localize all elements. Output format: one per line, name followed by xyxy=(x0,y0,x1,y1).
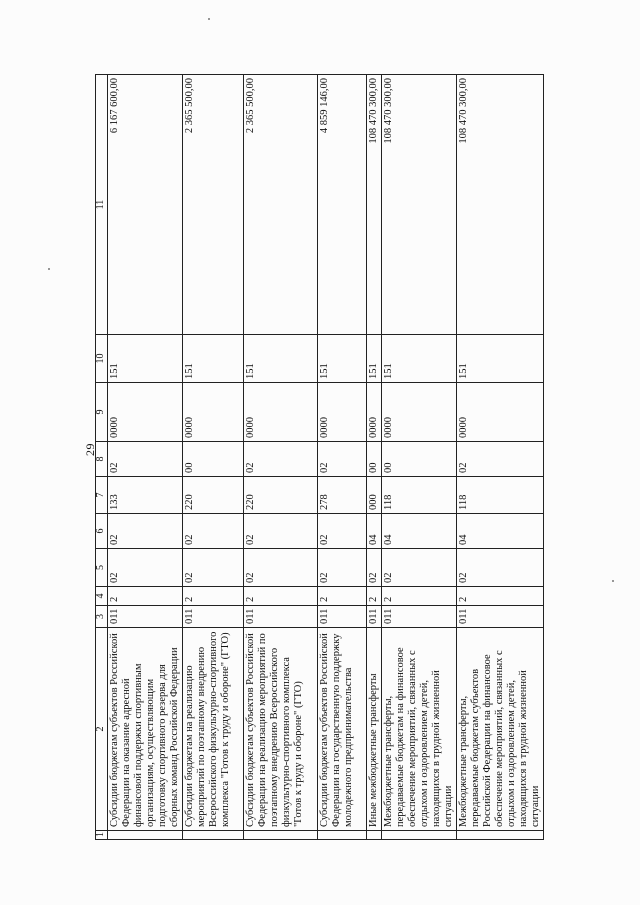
element-code-cell: 02 xyxy=(108,442,183,477)
table-row xyxy=(318,75,367,840)
element-code-cell: 02 xyxy=(457,442,544,477)
amount-cell: 2 365 500,00 xyxy=(244,75,318,335)
element-code-cell: 02 xyxy=(244,442,318,477)
header-cell: 4 xyxy=(96,587,108,606)
income-name-cell: Субсидии бюджетам субъектов Российской Федерации на реализацию мероприятий по поэтапному внедрению Всероссийского физкультурно-спортивного комплекса "Готов к труду и обороне" (ГТО) xyxy=(244,628,318,831)
group-code-cell: 2 xyxy=(367,587,382,606)
program-code-cell: 0000 xyxy=(457,383,544,442)
group-code-cell: 2 xyxy=(244,587,318,606)
group-code-cell: 2 xyxy=(382,587,457,606)
subgroup-code-cell: 02 xyxy=(244,549,318,587)
element-code-cell: 00 xyxy=(367,442,382,477)
element-code-cell: 00 xyxy=(183,442,244,477)
amount-cell: 2 365 500,00 xyxy=(183,75,244,335)
amount-cell: 108 470 300,00 xyxy=(382,75,457,335)
program-code-cell: 0000 xyxy=(244,383,318,442)
row-number-cell xyxy=(382,831,457,840)
header-cell: 3 xyxy=(96,606,108,628)
economic-code-cell: 151 xyxy=(108,335,183,383)
article-code-cell: 02 xyxy=(108,514,183,549)
admin-code-cell: 011 xyxy=(244,606,318,628)
row-number-cell xyxy=(183,831,244,840)
row-number-cell xyxy=(318,831,367,840)
group-code-cell: 2 xyxy=(108,587,183,606)
header-cell: 7 xyxy=(96,477,108,514)
income-name-cell: Межбюджетные трансферты, передаваемые бюджетам на финансовое обеспечение мероприятий, связанных с отдыхом и оздоровлением детей, находящихся в трудной жизненной ситуации xyxy=(382,628,457,831)
subarticle-code-cell: 133 xyxy=(108,477,183,514)
subarticle-code-cell: 000 xyxy=(367,477,382,514)
amount-cell: 108 470 300,00 xyxy=(367,75,382,335)
subgroup-code-cell: 02 xyxy=(183,549,244,587)
header-cell: 9 xyxy=(96,383,108,442)
row-number-cell xyxy=(108,831,183,840)
income-name-cell: Субсидии бюджетам субъектов Российской Федерации на государственную поддержку молодежного предпринимательства xyxy=(318,628,367,831)
article-code-cell: 02 xyxy=(183,514,244,549)
element-code-cell: 02 xyxy=(318,442,367,477)
header-cell: 11 xyxy=(96,75,108,335)
program-code-cell: 0000 xyxy=(318,383,367,442)
subarticle-code-cell: 220 xyxy=(183,477,244,514)
table-row xyxy=(382,75,457,840)
budget-table xyxy=(95,74,544,840)
program-code-cell: 0000 xyxy=(382,383,457,442)
group-code-cell: 2 xyxy=(457,587,544,606)
subarticle-code-cell: 278 xyxy=(318,477,367,514)
admin-code-cell: 011 xyxy=(318,606,367,628)
subgroup-code-cell: 02 xyxy=(367,549,382,587)
scan-speck xyxy=(48,268,50,270)
row-number-cell xyxy=(244,831,318,840)
subarticle-code-cell: 118 xyxy=(457,477,544,514)
admin-code-cell: 011 xyxy=(367,606,382,628)
economic-code-cell: 151 xyxy=(367,335,382,383)
income-name-cell: Субсидии бюджетам субъектов Российской Федерации на оказание адресной финансовой поддержки спортивным организациям, осуществляющим подготовку спортивного резерва для сборных команд Российской Федерации xyxy=(108,628,183,831)
admin-code-cell: 011 xyxy=(183,606,244,628)
amount-cell: 4 859 146,00 xyxy=(318,75,367,335)
economic-code-cell: 151 xyxy=(244,335,318,383)
subgroup-code-cell: 02 xyxy=(318,549,367,587)
header-cell: 6 xyxy=(96,514,108,549)
income-name-cell: Иные межбюджетные трансферты xyxy=(367,628,382,831)
admin-code-cell: 011 xyxy=(457,606,544,628)
article-code-cell: 04 xyxy=(382,514,457,549)
economic-code-cell: 151 xyxy=(457,335,544,383)
table-row xyxy=(108,75,183,840)
subgroup-code-cell: 02 xyxy=(108,549,183,587)
economic-code-cell: 151 xyxy=(318,335,367,383)
subgroup-code-cell: 02 xyxy=(457,549,544,587)
header-cell: 1 xyxy=(96,831,108,840)
scan-speck xyxy=(612,580,614,582)
header-cell: 5 xyxy=(96,549,108,587)
article-code-cell: 02 xyxy=(318,514,367,549)
scan-speck xyxy=(208,18,210,20)
element-code-cell: 00 xyxy=(382,442,457,477)
table-row xyxy=(367,75,382,840)
income-name-cell: Межбюджетные трансферты, передаваемые бюджетам субъектов Российской Федерации на финансовое обеспечение мероприятий, связанных с отдыхом и оздоровлением детей, находящихся в трудной жизненной ситуации xyxy=(457,628,544,831)
program-code-cell: 0000 xyxy=(183,383,244,442)
subarticle-code-cell: 118 xyxy=(382,477,457,514)
table-row xyxy=(244,75,318,840)
amount-cell: 108 470 300,00 xyxy=(457,75,544,335)
table-row xyxy=(457,75,544,840)
table-viewport xyxy=(95,75,541,840)
header-cell: 2 xyxy=(96,628,108,831)
article-code-cell: 04 xyxy=(367,514,382,549)
amount-cell: 6 167 600,00 xyxy=(108,75,183,335)
group-code-cell: 2 xyxy=(318,587,367,606)
row-number-cell xyxy=(367,831,382,840)
admin-code-cell: 011 xyxy=(382,606,457,628)
subarticle-code-cell: 220 xyxy=(244,477,318,514)
row-number-cell xyxy=(457,831,544,840)
income-name-cell: Субсидии бюджетам на реализацию мероприятий по поэтапному внедрению Всероссийского физкультурно-спортивного комплекса "Готов к труду и обороне" (ГТО) xyxy=(183,628,244,831)
admin-code-cell: 011 xyxy=(108,606,183,628)
economic-code-cell: 151 xyxy=(382,335,457,383)
program-code-cell: 0000 xyxy=(108,383,183,442)
group-code-cell: 2 xyxy=(183,587,244,606)
header-cell: 10 xyxy=(96,335,108,383)
article-code-cell: 04 xyxy=(457,514,544,549)
article-code-cell: 02 xyxy=(244,514,318,549)
page-number: 29 xyxy=(83,443,97,456)
economic-code-cell: 151 xyxy=(183,335,244,383)
program-code-cell: 0000 xyxy=(367,383,382,442)
header-row xyxy=(96,75,108,840)
header-cell: 8 xyxy=(96,442,108,477)
table-row xyxy=(183,75,244,840)
subgroup-code-cell: 02 xyxy=(382,549,457,587)
